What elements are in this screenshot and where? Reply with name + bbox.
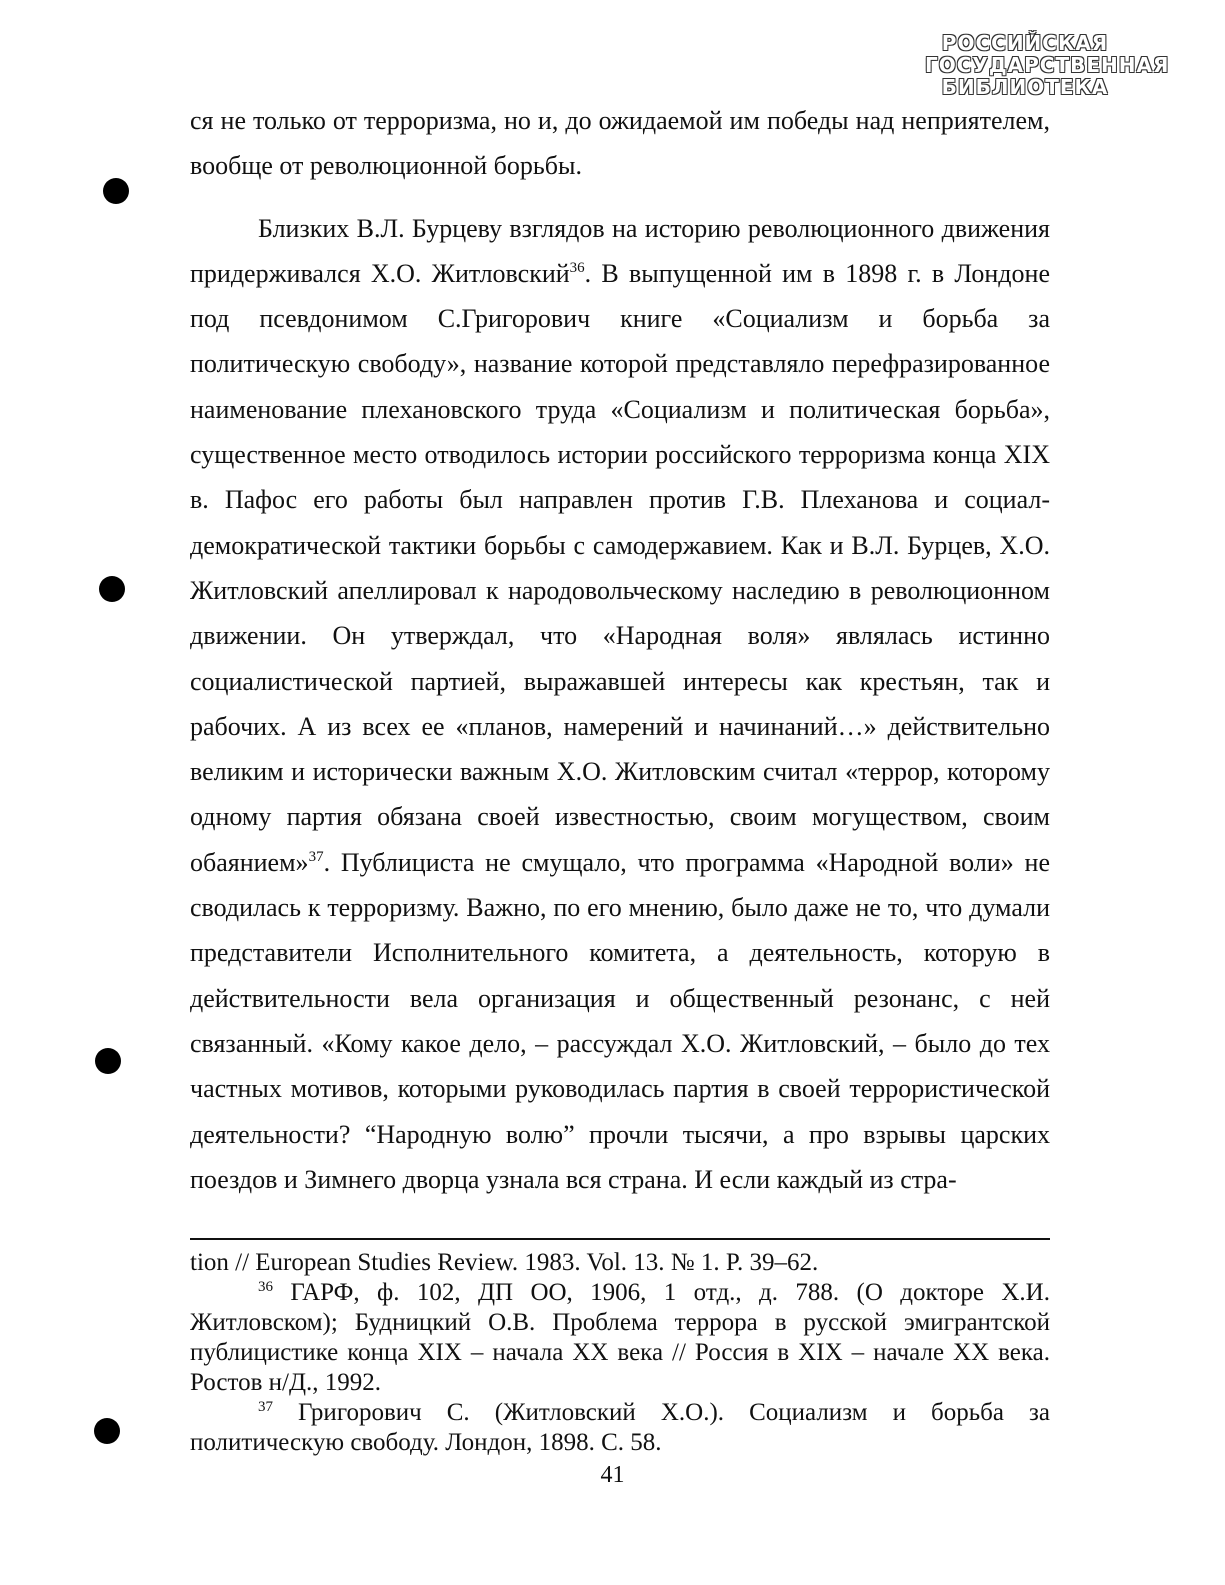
footnote-ref-37[interactable]: 37: [308, 848, 324, 865]
punch-hole-1: [103, 178, 129, 204]
main-text: [190, 98, 1050, 1202]
footnote-continuation: tion // European Studies Review. 1983. Vol. 13. № 1. P. 39–62.: [190, 1249, 819, 1276]
footnote-divider: [190, 1238, 1050, 1240]
punch-hole-2: [99, 576, 125, 602]
footnote-37-text: Григорович С. (Житловский Х.О.). Социализм и борьба за политическую свободу. Лондон, 1898. С. 58.: [190, 1399, 1050, 1456]
footnote-37: [190, 1398, 1050, 1458]
footnotes: [190, 1248, 1050, 1458]
footnote-37-number: 37: [258, 1399, 273, 1415]
footnote-ref-36[interactable]: 36: [569, 259, 585, 276]
stamp-line-2: ГОСУДАРСТВЕННАЯ: [925, 53, 1170, 77]
punch-hole-3: [95, 1048, 121, 1074]
paragraph-text-part-3: . Публициста не смущало, что программа «Народной воли» не сводилась к терроризму. Важно, по его мнению, было даже не то, что думали представители Исполнительного комитета, а деятельность, которую в действительности вела организация и общественный резонанс, с ней связанный. «Кому какое дело, – рассуждал Х.О. Житловский, – было до тех частных мотивов, которыми руководилась партия в своей террористической деятельности? “Народную волю” прочли тысячи, а про взрывы царских поездов и Зимнего дворца узнала вся страна. И если каждый из стра-: [190, 847, 1050, 1194]
footnote-36-number: 36: [258, 1279, 273, 1295]
footnote-36-text: ГАРФ, ф. 102, ДП ОО, 1906, 1 отд., д. 788. (О докторе Х.И. Житловском); Будницкий О.В. Проблема террора в русской эмигрантской публицистике конца XIX – начала XX века // Россия в XIX – начале XX века. Ростов н/Д., 1992.: [190, 1279, 1050, 1396]
library-stamp: [925, 31, 1170, 99]
paragraph-continuation: ся не только от терроризма, но и, до ожидаемой им победы над неприятелем, вообще от революционной борьбы.: [190, 106, 1050, 181]
paragraph-text-part-2: . В выпущенной им в 1898 г. в Лондоне под псевдонимом С.Григорович книге «Социализм и борьба за политическую свободу», название которой представляло перефразированное наименование плехановского труда «Социализм и политическая борьба», существенное место отводилось истории российского терроризма конца XIX в. Пафос его работы был направлен против Г.В. Плеханова и социал-демократической тактики борьбы с самодержавием. Как и В.Л. Бурцев, Х.О. Житловский апеллировал к народовольческому наследию в революционном движении. Он утверждал, что «Народная воля» являлась истинно социалистической партией, выражавшей интересы как крестьян, так и рабочих. А из всех ее «планов, намерений и начинаний…» действительно великим и исторически важным Х.О. Житловским считал «террор, которому одному партия обязана своей известностью, своим могуществом, своим обаянием»: [190, 258, 1050, 877]
page-number: 41: [600, 1462, 625, 1488]
stamp-line-1: РОССИЙСКАЯ: [941, 31, 1109, 55]
footnote-36: [190, 1278, 1050, 1398]
punch-hole-4: [94, 1418, 120, 1444]
stamp-line-3: БИБЛИОТЕКА: [941, 75, 1109, 99]
paragraph-zhitlovsky: [190, 206, 1050, 1203]
paragraph-text-part-1: Близких В.Л. Бурцеву взглядов на историю революционного движения придерживался Х.О. Житловский: [190, 213, 1050, 288]
